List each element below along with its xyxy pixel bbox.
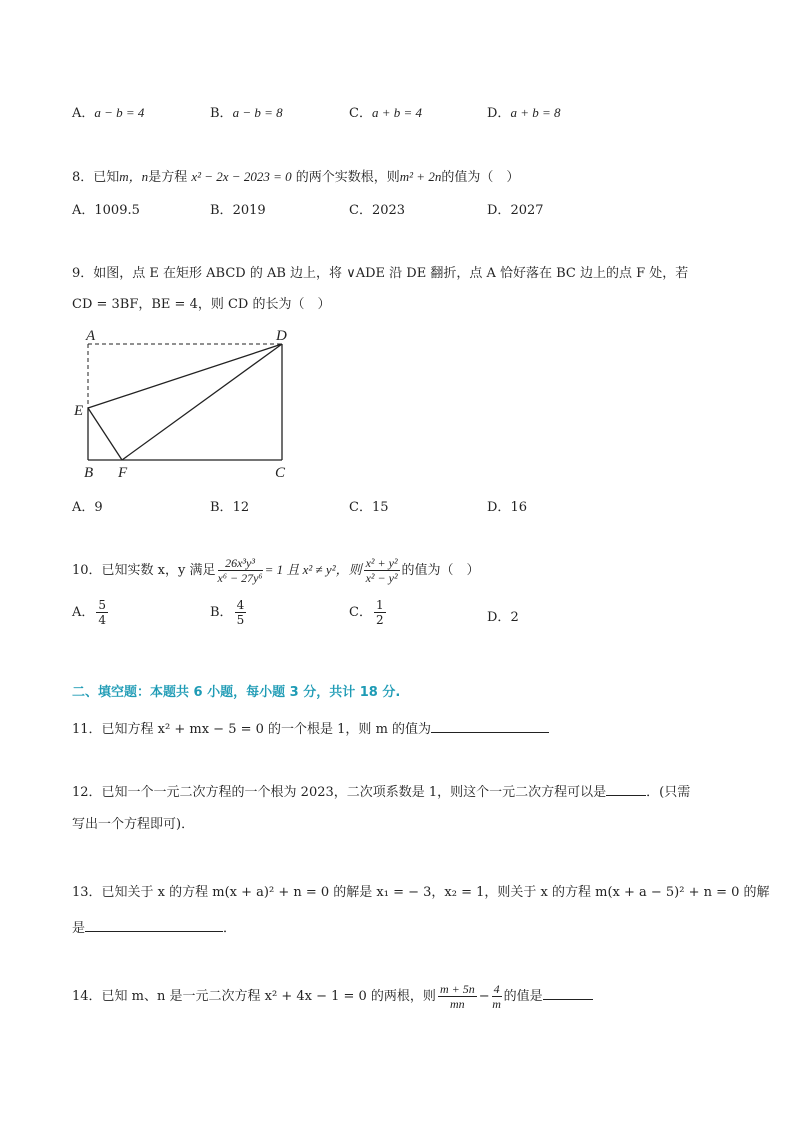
option-value: 2 — [510, 610, 519, 625]
option-label: D． — [487, 500, 511, 515]
question-number: 13． — [72, 885, 102, 900]
q7-option-d — [487, 102, 560, 121]
answer-blank[interactable] — [606, 783, 646, 796]
q13-stem-line1 — [72, 881, 770, 900]
question-number: 14． — [72, 989, 102, 1004]
q9-option-c — [349, 496, 389, 515]
option-value: 2019 — [232, 203, 266, 218]
fraction-denominator: mn — [449, 997, 465, 1011]
option-expr: a + b = 4 — [371, 105, 422, 120]
option-label: C． — [349, 106, 372, 121]
q10-option-b — [210, 598, 248, 627]
option-label: D． — [487, 203, 511, 218]
segment-fd — [122, 344, 282, 460]
question-number: 9． — [72, 266, 94, 281]
option-expr: a + b = 8 — [510, 105, 561, 120]
answer-blank[interactable] — [431, 720, 549, 733]
q8-stem — [72, 166, 519, 185]
q14-fraction-2 — [492, 982, 502, 1011]
q10-condition: = 1 且 x² ≠ y²，则 — [264, 562, 362, 577]
answer-blank[interactable] — [543, 987, 593, 1000]
option-label: B． — [210, 500, 233, 515]
option-expr: a − b = 4 — [94, 105, 145, 120]
q14-stem — [72, 982, 593, 1011]
q10-option-d — [487, 606, 519, 625]
fraction-numerator: 4 — [493, 982, 500, 996]
question-number: 12． — [72, 785, 102, 800]
fraction-numerator: 5 — [98, 598, 107, 612]
option-label: D． — [487, 106, 511, 121]
segment-ef — [88, 408, 122, 460]
label-c: C — [275, 465, 286, 481]
q9-text: 如图，点 E 在矩形 ABCD 的 AB 边上，将 ∨ADE 沿 DE 翻折，点 A 恰好落在 BC 边上的点 F 处，若 — [93, 266, 689, 281]
fraction-denominator: x² − y² — [365, 571, 398, 585]
q8-text: 的两个实数根，则 — [295, 170, 400, 185]
option-value: 2027 — [510, 203, 544, 218]
option-label: B． — [210, 203, 233, 218]
fraction-numerator: 1 — [375, 598, 384, 612]
fraction-numerator: 26x³y³ — [218, 556, 263, 571]
question-number: 11． — [72, 722, 102, 737]
q8-option-b — [210, 199, 266, 218]
label-d: D — [276, 328, 287, 344]
q9-option-d — [487, 496, 527, 515]
option-fraction — [374, 598, 386, 627]
q10-stem — [72, 556, 480, 585]
option-label: C． — [349, 605, 372, 620]
q11-stem — [72, 718, 549, 737]
q10-text: 已知实数 x，y 满足 — [101, 563, 216, 578]
q12-stem-line2 — [72, 813, 194, 832]
q9-option-b — [210, 496, 249, 515]
q11-text: 已知方程 x² + mx − 5 = 0 的一个根是 1，则 m 的值为 — [101, 722, 432, 737]
q14-text: 的值是 — [503, 989, 543, 1004]
option-label: B． — [210, 605, 233, 620]
question-number: 8． — [72, 170, 94, 185]
label-e: E — [74, 403, 84, 419]
option-fraction — [96, 598, 108, 627]
q7-option-c — [349, 102, 422, 121]
q12-text: 已知一个一元二次方程的一个根为 2023，二次项系数是 1，则这个一元二次方程可以是 — [101, 785, 607, 800]
q10-text: 的值为（ ） — [401, 563, 480, 578]
option-label: C． — [349, 203, 372, 218]
label-a: A — [86, 328, 96, 344]
q12-text: ．(只需 — [646, 785, 691, 800]
option-value: 2023 — [371, 203, 406, 218]
option-value: 1009.5 — [94, 203, 140, 218]
option-label: A． — [72, 500, 95, 515]
q8-text: 已知 — [93, 170, 120, 185]
q9-stem-line1 — [72, 262, 688, 281]
minus-sign: − — [478, 989, 490, 1004]
fraction-denominator: 2 — [375, 613, 384, 627]
q10-option-a — [72, 598, 110, 627]
fraction-denominator: x⁶ − 27y⁶ — [217, 571, 263, 585]
option-value: 15 — [371, 500, 389, 515]
option-label: A． — [72, 605, 95, 620]
q8-expr: m² + 2n — [399, 169, 442, 184]
question-number: 10． — [72, 563, 102, 578]
q13-stem-line2 — [72, 917, 236, 936]
label-f: F — [118, 465, 128, 481]
q12-stem-line1 — [72, 781, 690, 800]
section-heading-fill-in: 二、填空题：本题共 6 小题，每小题 3 分，共计 18 分. — [72, 685, 401, 700]
q7-option-a — [72, 102, 144, 121]
option-label: D． — [487, 610, 511, 625]
q8-text: 是方程 — [148, 170, 188, 185]
q10-option-c — [349, 598, 388, 627]
q8-text: 的值为（ ） — [441, 170, 520, 185]
option-value: 16 — [510, 500, 527, 515]
option-label: A． — [72, 106, 95, 121]
q8-vars: m，n — [119, 169, 149, 184]
option-label: B． — [210, 106, 233, 121]
option-value: 9 — [94, 500, 103, 515]
q8-option-d — [487, 199, 544, 218]
q9-text: CD = 3BF，BE = 4，则 CD 的长为（ ） — [72, 297, 331, 312]
q7-option-b — [210, 102, 283, 121]
q8-equation: x² − 2x − 2023 = 0 — [191, 169, 292, 184]
option-value: 12 — [232, 500, 250, 515]
fraction-numerator: m + 5n — [439, 982, 475, 996]
q13-text: ． — [223, 921, 237, 936]
answer-blank[interactable] — [85, 919, 223, 932]
label-b: B — [84, 465, 94, 481]
option-fraction — [235, 598, 247, 627]
fraction-denominator: 5 — [236, 613, 245, 627]
option-label: C． — [349, 500, 372, 515]
fraction-denominator: m — [492, 997, 501, 1011]
q8-option-c — [349, 199, 405, 218]
q10-fraction-2 — [364, 556, 400, 585]
option-label: A． — [72, 203, 95, 218]
q13-text: 已知关于 x 的方程 m(x + a)² + n = 0 的解是 x₁ = − 3，x₂ = 1，则关于 x 的方程 m(x + a − 5)² + n = 0 的解 — [101, 885, 770, 900]
q12-text: 写出一个方程即可)． — [72, 817, 195, 832]
q14-text: 已知 m、n 是一元二次方程 x² + 4x − 1 = 0 的两根，则 — [101, 989, 436, 1004]
segment-ed — [88, 344, 282, 408]
option-expr: a − b = 8 — [232, 105, 283, 120]
q9-stem-line2 — [72, 293, 330, 312]
fraction-numerator: 4 — [236, 598, 245, 612]
q14-fraction-1 — [438, 982, 477, 1011]
q8-option-a — [72, 199, 140, 218]
q9-figure — [70, 325, 300, 485]
fraction-denominator: 4 — [98, 613, 107, 627]
q10-fraction-1 — [218, 556, 263, 585]
q9-option-a — [72, 496, 103, 515]
fraction-numerator: x² + y² — [365, 556, 398, 570]
q13-text: 是 — [72, 921, 86, 936]
